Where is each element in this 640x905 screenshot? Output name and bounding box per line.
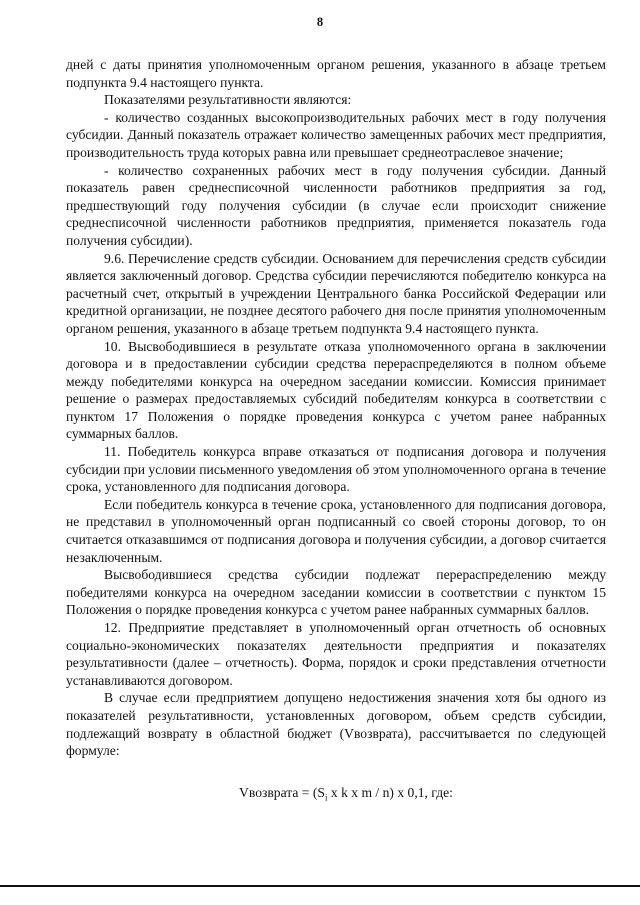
paragraph-11-redistribution: Высвободившиеся средства субсидии подлежат перераспределению между победителями конкурса на очередном заседании комиссии в соответствии с пунктом 15 Положения о порядке проведения конкурса с учетом ранее набранных суммарных баллов. — [66, 567, 606, 618]
bottom-rule — [0, 885, 640, 887]
paragraph-9-6: 9.6. Перечисление средств субсидии. Основанием для перечисления средств субсидии является заключенный договор. Средства субсидии перечисляются победителю конкурса на расчетный счет, открытый в учреждении Центрального банка Российской Федерации или кредитной организации, не позднее десятого рабочего дня после принятия уполномоченным органом решения, указанного в абзаце третьем подпункта 9.4 настоящего пункта. — [66, 250, 606, 336]
refund-formula — [66, 784, 606, 802]
paragraph-indicators-intro: Показателями результативности являются: — [104, 92, 352, 108]
body-text — [66, 56, 606, 801]
paragraph-11-unsigned: Если победитель конкурса в течение срока, установленного для подписания договора, не представил в уполномоченный орган подписанный со своей стороны договор, то он считается отказавшимся от подписания договора и получения субсидии, а договор считается незаключенным. — [66, 496, 606, 565]
paragraph-indicator-created-jobs: - количество созданных высокопроизводительных рабочих мест в году получения субсидии. Данный показатель отражает количество замещенных рабочих мест предприятия, производительность труда которых равна или превышает среднеотраслевое значение; — [66, 109, 606, 160]
page-number: 8 — [316, 15, 324, 29]
formula-subscript: i — [324, 792, 328, 803]
formula-rhs: x k x m / n) x 0,1, где: — [327, 784, 453, 800]
paragraph-11: 11. Победитель конкурса вправе отказаться от подписания договора и получения субсидии при условии письменного уведомления об этом уполномоченного органа в течение срока, установленного для подписания договора. — [66, 444, 606, 495]
paragraph-continuation: дней с даты принятия уполномоченным органом решения, указанного в абзаце третьем подпункта 9.4 настоящего пункта. — [66, 57, 606, 90]
paragraph-indicator-retained-jobs: - количество сохраненных рабочих мест в году получения субсидии. Данный показатель равен среднесписочной численности работников предприятия за год, предшествующий году получения субсидии (в случае если происходит снижение среднесписочной численности работников предприятия, применяется показатель года получения субсидии). — [66, 162, 606, 248]
paragraph-10: 10. Высвободившиеся в результате отказа уполномоченного органа в заключении договора и в предоставлении субсидии средства перераспределяются в полном объеме между победителями конкурса на очередном заседании комиссии. Комиссия принимает решение о размерах предоставляемых субсидий победителям конкурса в соответствии с пунктом 17 Положения о порядке проведения конкурса с учетом ранее набранных суммарных баллов. — [66, 338, 606, 442]
formula-lhs: Vвозврата = (S — [239, 784, 325, 800]
paragraph-refund-intro: В случае если предприятием допущено недостижения значения хотя бы одного из показателей результативности, установленных договором, объем средств субсидии, подлежащий возврату в областной бюджет (Vвозврата), рассчитывается по следующей формуле: — [66, 690, 606, 759]
paragraph-12: 12. Предприятие представляет в уполномоченный орган отчетность об основных социально-экономических показателях деятельности предприятия и показателях результативности (далее – отчетность). Форма, порядок и сроки представления отчетности устанавливаются договором. — [66, 620, 606, 688]
